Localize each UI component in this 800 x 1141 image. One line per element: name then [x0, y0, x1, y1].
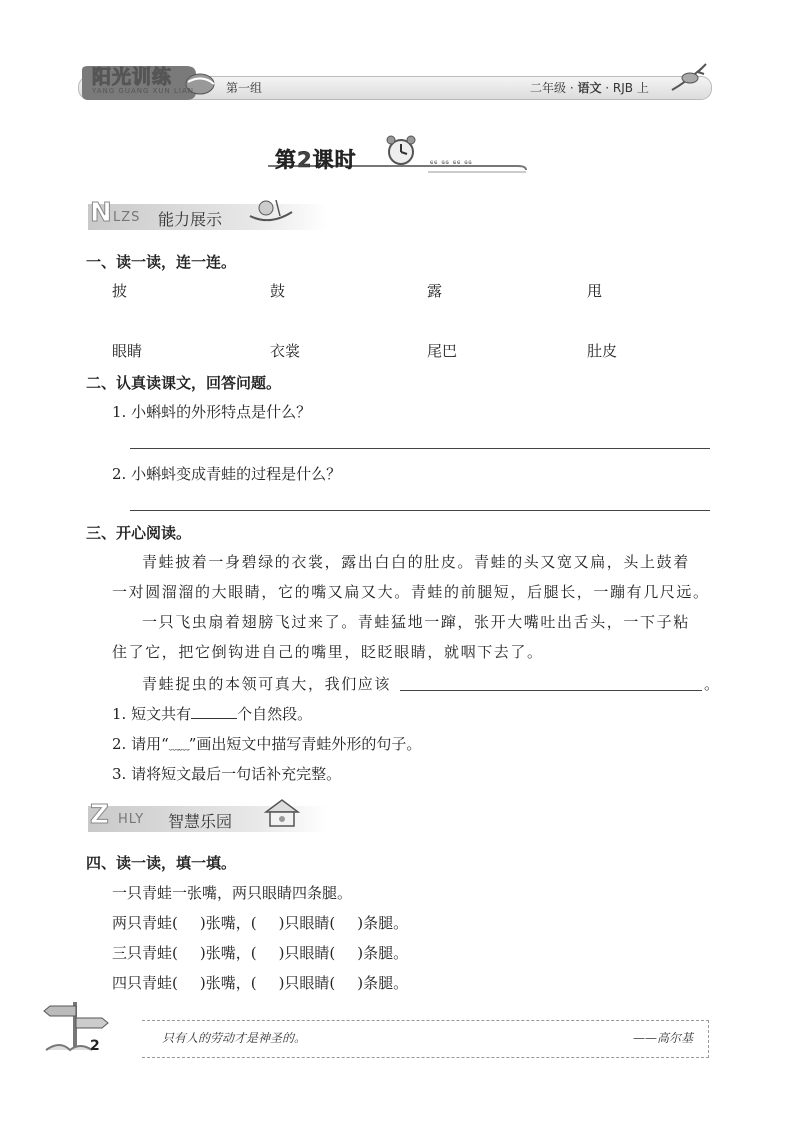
period-mark: 。 — [704, 675, 721, 693]
q1-top-word: 披 — [112, 282, 128, 300]
page-number: 2 — [90, 1038, 100, 1054]
q3-item-2: 2. 请用“﹏﹏”画出短文中描写青蛙外形的句子。 — [112, 735, 422, 753]
house-icon — [262, 796, 302, 830]
reading-paragraph-line: 住了它，把它倒钩进自己的嘴里，眨眨眼睛，就咽下去了。 — [112, 643, 544, 661]
fill-blank-line[interactable] — [400, 690, 702, 691]
answer-line[interactable] — [130, 448, 710, 449]
ability-banner-title: 能力展示 — [158, 210, 223, 229]
wisdom-banner-code: HLY — [118, 812, 145, 827]
lesson-title: 第2课时 — [275, 148, 357, 172]
q1-top-word: 露 — [427, 282, 443, 300]
reading-paragraph-line: 一只飞虫扇着翅膀飞过来了。青蛙猛地一蹿，张开大嘴吐出舌头，一下子粘 — [142, 613, 690, 631]
quote-text: 只有人的劳动才是神圣的。 — [162, 1031, 307, 1045]
wavy-line-mark: ﹏﹏ — [168, 739, 189, 752]
q4-row: 四只青蛙( )张嘴，( )只眼睛( )条腿。 — [112, 974, 409, 992]
reading-paragraph-line: 一对圆溜溜的大眼睛，它的嘴又扁又大。青蛙的前腿短，后腿长，一蹦有几尺远。 — [112, 583, 710, 601]
ability-banner-code: LZS — [113, 210, 141, 225]
alarm-clock-icon — [384, 132, 418, 168]
q1-title: 一、读一读，连一连。 — [86, 253, 237, 271]
ability-banner-letter: N — [90, 198, 112, 228]
q1-bottom-word: 肚皮 — [587, 342, 618, 360]
wisdom-banner-title: 智慧乐园 — [168, 812, 233, 831]
q1-top-word: 甩 — [587, 282, 603, 300]
q4-example: 一只青蛙一张嘴，两只眼睛四条腿。 — [112, 884, 353, 902]
reading-paragraph-line: 青蛙披着一身碧绿的衣裳，露出白白的肚皮。青蛙的头又宽又扁，头上鼓着 — [142, 553, 690, 571]
q4-row: 三只青蛙( )张嘴，( )只眼睛( )条腿。 — [112, 944, 409, 962]
boat-icon — [246, 194, 296, 226]
logo-title: 阳光训练 — [92, 66, 173, 88]
answer-line[interactable] — [130, 510, 710, 511]
q1-bottom-word: 衣裳 — [270, 342, 301, 360]
reading-paragraph-line: 青蛙捉虫的本领可真大，我们应该 — [142, 675, 392, 693]
q1-top-word: 鼓 — [270, 282, 286, 300]
q1-bottom-word: 眼睛 — [112, 342, 143, 360]
lesson-subtitle: ҩҩ ҩҩ ҩҩ ҩҩ — [430, 158, 473, 166]
q3-item-3: 3. 请将短文最后一句话补充完整。 — [112, 765, 342, 783]
grade-label: 二年级 · 语文 · RJB 上 — [530, 81, 649, 95]
fruit-branch-icon — [668, 60, 708, 96]
subject-label: 语文 — [577, 81, 602, 95]
q2-item: 2. 小蝌蚪变成青蛙的过程是什么？ — [112, 465, 342, 483]
q1-bottom-word: 尾巴 — [427, 342, 458, 360]
q3-item-1: 1. 短文共有 个自然段。 — [112, 705, 313, 723]
q3-title: 三、开心阅读。 — [86, 524, 192, 542]
q4-row: 两只青蛙( )张嘴，( )只眼睛( )条腿。 — [112, 914, 409, 932]
logo-subtitle: YANG GUANG XUN LIAN — [92, 87, 194, 95]
q2-item: 1. 小蝌蚪的外形特点是什么？ — [112, 403, 312, 421]
fill-blank[interactable] — [191, 704, 237, 719]
group-label: 第一组 — [226, 81, 263, 95]
q4-title: 四、读一读，填一填。 — [86, 854, 237, 872]
q2-title: 二、认真读课文，回答问题。 — [86, 374, 282, 392]
quote-author: ——高尔基 — [633, 1031, 694, 1045]
wisdom-banner-letter: Z — [90, 800, 109, 830]
